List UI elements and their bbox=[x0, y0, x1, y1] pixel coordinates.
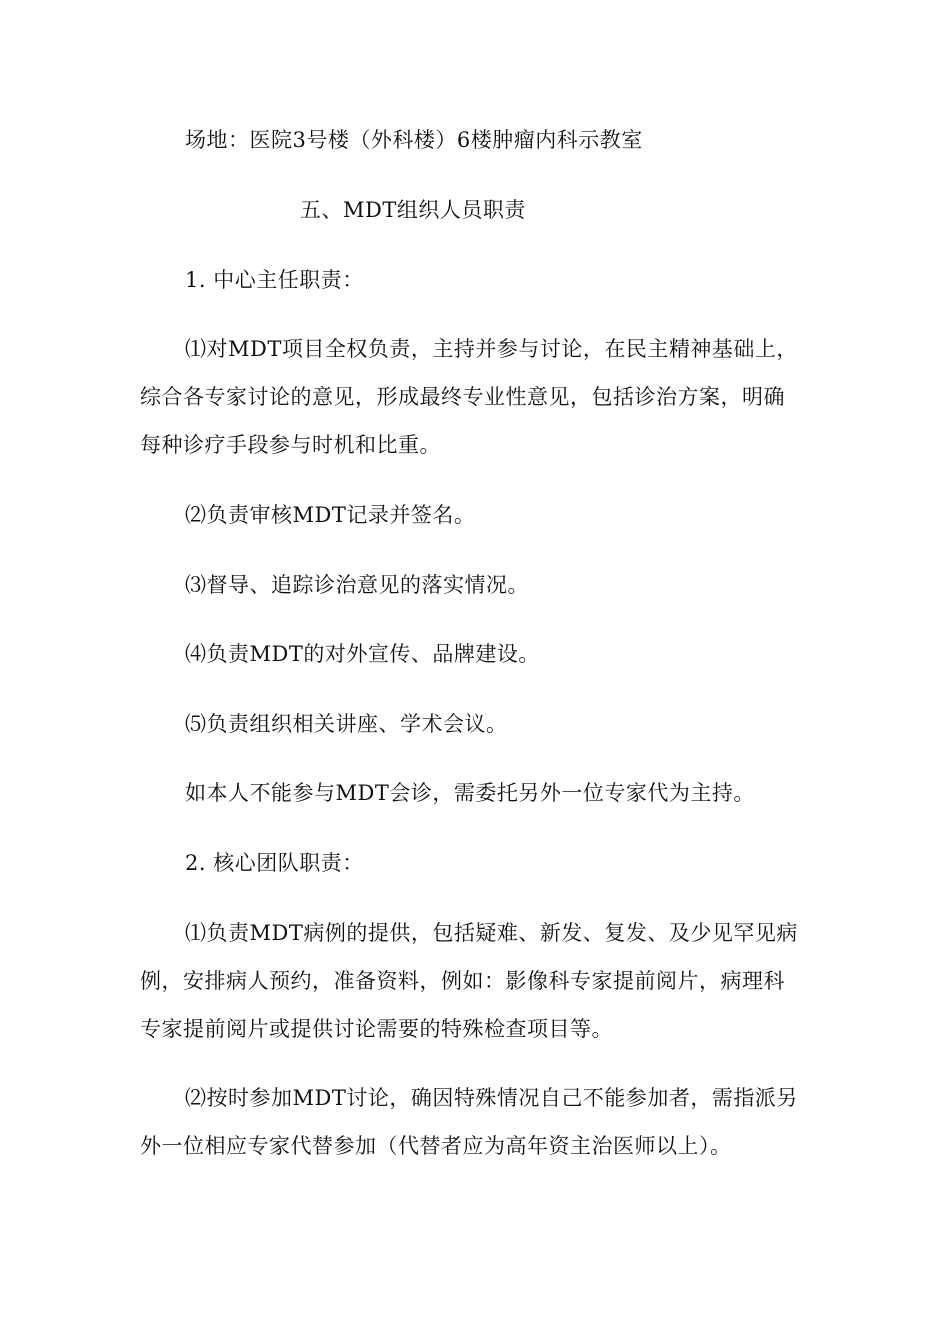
venue-line: 场地：医院3号楼（外科楼）6楼肿瘤内科示教室 bbox=[185, 128, 643, 152]
core-team-heading: 2. 核心团队职责： bbox=[185, 851, 364, 875]
director-item4: ⑷负责MDT的对外宣传、品牌建设。 bbox=[185, 642, 540, 666]
core-item1-line3: 专家提前阅片或提供讨论需要的特殊检查项目等。 bbox=[140, 1017, 613, 1041]
director-note: 如本人不能参与MDT会诊，需委托另外一位专家代为主持。 bbox=[185, 781, 755, 805]
core-item2-line1: ⑵按时参加MDT讨论，确因特殊情况自己不能参加者，需指派另 bbox=[185, 1086, 798, 1110]
director-item2: ⑵负责审核MDT记录并签名。 bbox=[185, 503, 476, 527]
director-item3: ⑶督导、追踪诊治意见的落实情况。 bbox=[185, 573, 529, 597]
director-item1-line1: ⑴对MDT项目全权负责，主持并参与讨论，在民主精神基础上， bbox=[185, 337, 798, 361]
core-item2-line2: 外一位相应专家代替参加（代替者应为高年资主治医师以上）。 bbox=[140, 1134, 732, 1158]
director-item1-line3: 每种诊疗手段参与时机和比重。 bbox=[140, 433, 441, 457]
director-heading: 1. 中心主任职责： bbox=[185, 268, 364, 292]
core-item1-line1: ⑴负责MDT病例的提供，包括疑难、新发、复发、及少见罕见病 bbox=[185, 921, 798, 945]
core-item1-line2: 例，安排病人预约，准备资料，例如：影像科专家提前阅片，病理科 bbox=[140, 969, 785, 993]
section-heading: 五、MDT组织人员职责 bbox=[300, 198, 526, 222]
director-item1-line2: 综合各专家讨论的意见，形成最终专业性意见，包括诊治方案，明确 bbox=[140, 385, 785, 409]
director-item5: ⑸负责组织相关讲座、学术会议。 bbox=[185, 712, 508, 736]
